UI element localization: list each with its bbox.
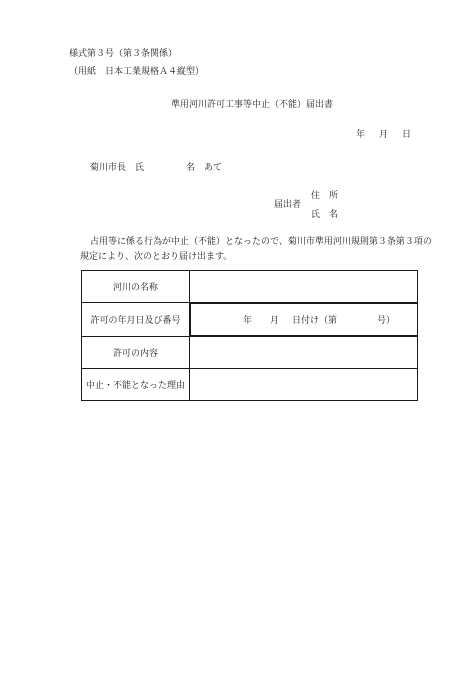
permit-day-label: 日付け（第 xyxy=(292,316,338,326)
table-row xyxy=(82,303,418,337)
addressee-city: 菊川市長 氏 xyxy=(90,163,145,173)
permit-date-number-field[interactable] xyxy=(190,303,418,336)
date-year-label: 年 xyxy=(356,130,366,140)
permit-year-label: 年 xyxy=(243,316,253,326)
document-title: 準用河川許可工事等中止（不能）届出書 xyxy=(171,100,334,110)
date-month-label: 月 xyxy=(379,130,389,140)
table-row xyxy=(82,337,418,369)
submission-date xyxy=(356,130,411,141)
permit-month-label: 月 xyxy=(270,316,280,326)
notifier-address-label: 住 所 xyxy=(311,191,339,201)
notifier-label: 届出者 xyxy=(274,200,302,210)
addressee-name: 名 あて xyxy=(186,163,223,173)
body-text-line-1: 占用等に係る行為が中止（不能）となったので、菊川市準用河川規則第３条第３項の xyxy=(90,237,432,247)
body-text-line-2: 規定により、次のとおり届け出ます。 xyxy=(80,252,233,262)
stop-reason-field[interactable] xyxy=(190,369,418,401)
permit-date-number-label: 許可の年月日及び番号 xyxy=(82,303,190,337)
river-name-field[interactable] xyxy=(190,271,418,303)
table-row xyxy=(82,271,418,303)
form-number: 様式第３号（第３条関係） xyxy=(69,49,178,59)
permit-content-label: 許可の内容 xyxy=(82,337,190,369)
table-row xyxy=(82,369,418,401)
permit-number-label: 号） xyxy=(377,316,396,326)
river-name-label: 河川の名称 xyxy=(82,271,190,303)
permit-content-field[interactable] xyxy=(190,337,418,369)
date-day-label: 日 xyxy=(402,130,412,140)
notification-table xyxy=(81,270,418,401)
stop-reason-label: 中止・不能となった理由 xyxy=(82,369,190,401)
paper-size-note: （用紙 日本工業規格Ａ４縦型） xyxy=(69,67,205,77)
notifier-name-label: 氏 名 xyxy=(311,210,339,220)
